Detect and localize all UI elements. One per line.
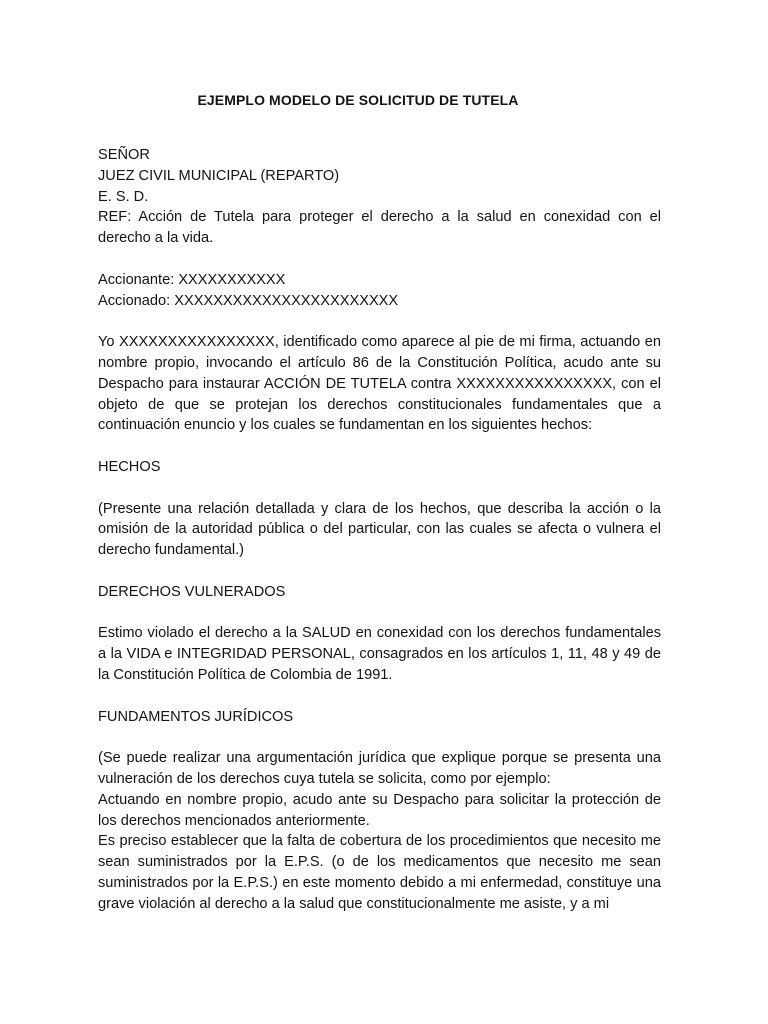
accionado-line: Accionado: XXXXXXXXXXXXXXXXXXXXXXX [98, 292, 399, 309]
hechos-paragraph: (Presente una relación detallada y clara de los hechos, que describa la acción o la omisión de la autoridad pública o del particular, con las cuales se afecta o vulnera el derecho fundamental.) [98, 500, 661, 559]
spacer [98, 561, 661, 582]
spacer [98, 436, 661, 457]
fundamentos-paragraph-2: Actuando en nombre propio, acudo ante su Despacho para solicitar la protección de los derechos mencionados anteriormente. [98, 791, 661, 829]
intro-paragraph: Yo XXXXXXXXXXXXXXXX, identificado como aparece al pie de mi firma, actuando en nombre propio, invocando el artículo 86 de la Constitución Política, acudo ante su Despacho para instaurar ACCIÓN DE TUTELA contra XXXXXXXXXXXXXXXX, con el objeto de que se protejan los derechos constitucionales fundamentales que a continuación enuncio y los cuales se fundamentan en los siguientes hechos: [98, 334, 661, 434]
accionante-line: Accionante: XXXXXXXXXXX [98, 271, 286, 288]
spacer [98, 311, 661, 332]
addressee-line-1: SEÑOR [98, 147, 150, 163]
derechos-paragraph: Estimo violado el derecho a la SALUD en conexidad con los derechos fundamentales a la VIDA e INTEGRIDAD PERSONAL, consagrados en los artículos 1, 11, 48 y 49 de la Constitución Política de Colombia de 1991. [98, 625, 661, 683]
spacer [98, 686, 661, 707]
fundamentos-paragraph-3: Es preciso establecer que la falta de cobertura de los procedimientos que necesito me sean suministrados por la E.P.S. (o de los medicamentos que necesito me sean suministrados por la E.P.S.) en este momento debido a mi enfermedad, constituye una grave violación al derecho a la salud que constitucionalmente me asiste, y a mi [98, 833, 661, 912]
addressee-line-3: E. S. D. [98, 188, 149, 205]
spacer [98, 478, 661, 499]
reference-line: REF: Acción de Tutela para proteger el derecho a la salud en conexidad con el derecho a la vida. [98, 209, 661, 247]
document-body [98, 145, 661, 914]
addressee-line-2: JUEZ CIVIL MUNICIPAL (REPARTO) [98, 167, 340, 184]
spacer [98, 727, 661, 748]
document-title: EJEMPLO MODELO DE SOLICITUD DE TUTELA [197, 92, 519, 108]
spacer [98, 249, 661, 270]
fundamentos-heading: FUNDAMENTOS JURÍDICOS [98, 708, 294, 725]
spacer [98, 603, 661, 624]
hechos-heading: HECHOS [98, 458, 161, 475]
derechos-heading: DERECHOS VULNERADOS [98, 583, 286, 600]
fundamentos-paragraph-1: (Se puede realizar una argumentación jurídica que explique porque se presenta una vulneración de los derechos cuya tutela se solicita, como por ejemplo: [98, 750, 661, 787]
